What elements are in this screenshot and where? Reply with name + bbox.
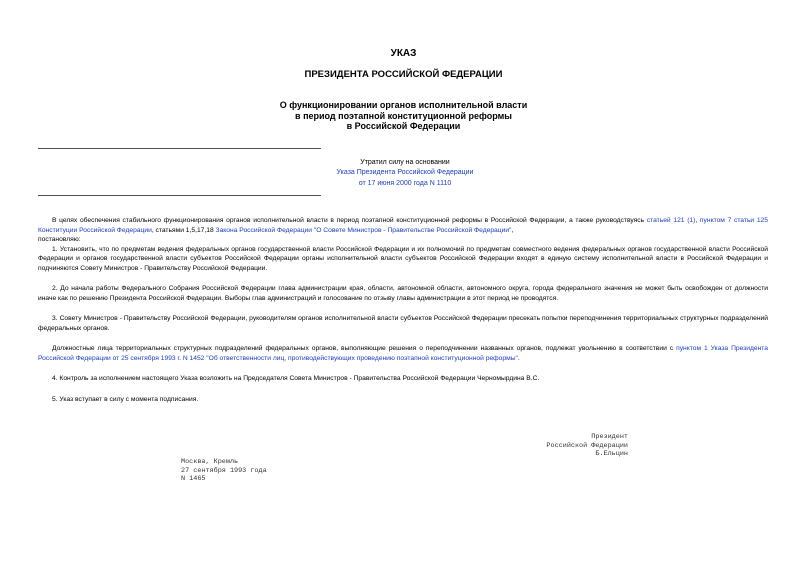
subject-line: О функционировании органов исполнительной власти — [279, 100, 528, 110]
paragraph-3: 3. Совету Министров - Правительству Российской Федерации, руководителям органов исполнительной власти субъектов Российской Федерации пресекать попытки переподчинения территориальных структурных подразделений федеральных органов. — [38, 315, 768, 332]
link-council-law[interactable]: Закона Российской Федерации "О Совете Министров - Правительстве Российской Федерации" — [215, 226, 512, 234]
status-link-decree[interactable]: Указа Президента Российской Федерации — [336, 169, 474, 177]
signature-block: Президент Российской Федерации Б.Ельцин — [546, 433, 628, 459]
document-body — [38, 216, 768, 404]
intro-paragraph: В целях обеспечения стабильного функционирования органов исполнительной власти в период поэтапной конституционной реформы в Российской Федерации, а также руководствуясь статьей 121 (1), пунктом 7 статьи 125 Конституции Российской Федерации, статьями 1,5,17,18 Закона Российской Федерации "О Совете Министров - Правительстве Российской Федерации", — [38, 217, 768, 234]
paragraph-3b: Должностные лица территориальных структурных подразделений федеральных органов, выполняющие решения о переподчинении названных органов, подлежат увольнению в соответствии с пунктом 1 Указа Президента Российской Федерации от 25 сентября 1993 г. N 1452 "Об ответственности лиц, противодействующих проведению поэтапной конституционной реформы". — [38, 345, 768, 362]
paragraph-4: 4. Контроль за исполнением настоящего Указа возложить на Председателя Совета Министров - Правительства Российской Федерации Черномырдина В.С. — [52, 375, 540, 382]
paragraph-1: 1. Установить, что по предметам ведения федеральных органов государственной власти Российской Федерации и их полномочий по предметам совместного ведения федеральных органов государственной власти Российской Федерации и органов государственной власти субъектов Российской Федерации органы исполнительной власти субъектов Российской Федерации входят в единую систему исполнительной власти в Российской Федерации и подчиняются Совету Министров - Правительству Российской Федерации. — [38, 245, 768, 272]
doc-issuer: ПРЕЗИДЕНТА РОССИЙСКОЙ ФЕДЕРАЦИИ — [304, 69, 503, 80]
link-article-121[interactable]: статьей 121 (1) — [646, 217, 696, 224]
link-constitution-125[interactable]: пунктом 7 статьи 125 Конституции Российской Федерации — [38, 217, 768, 234]
subject-line: в Российской Федерации — [346, 121, 461, 131]
paragraph-5: 5. Указ вступает в силу с момента подписания. — [52, 395, 199, 403]
link-decree-1452[interactable]: пунктом 1 Указа Президента Российской Федерации от 25 сентября 1993 г. N 1452 "Об ответственности лиц, противодействующих проведению поэтапной конституционной реформы" — [38, 345, 768, 362]
divider-top — [38, 148, 321, 149]
paragraph-2: 2. До начала работы Федерального Собрания Российской Федерации глава администрации края, области, автономной области, автономного округа, города федерального значения не может быть освобожден от должности иначе как по решению Президента Российской Федерации. Выборы глав администраций и голосование по отзыву главы администрации в этот период не проводятся. — [38, 285, 768, 302]
doc-subject — [0, 100, 807, 132]
status-note — [300, 158, 510, 189]
status-text: Утратил силу на основании — [360, 159, 450, 166]
place-date-block: Москва, Кремль 27 сентября 1993 года N 1465 — [181, 458, 267, 484]
doc-title: УКАЗ — [390, 48, 417, 59]
decree-word: постановляю: — [38, 236, 81, 243]
status-link-date[interactable]: от 17 июня 2000 года N 1110 — [358, 179, 452, 187]
divider-bottom — [38, 195, 321, 196]
subject-line: в период поэтапной конституционной реформы — [295, 110, 512, 121]
